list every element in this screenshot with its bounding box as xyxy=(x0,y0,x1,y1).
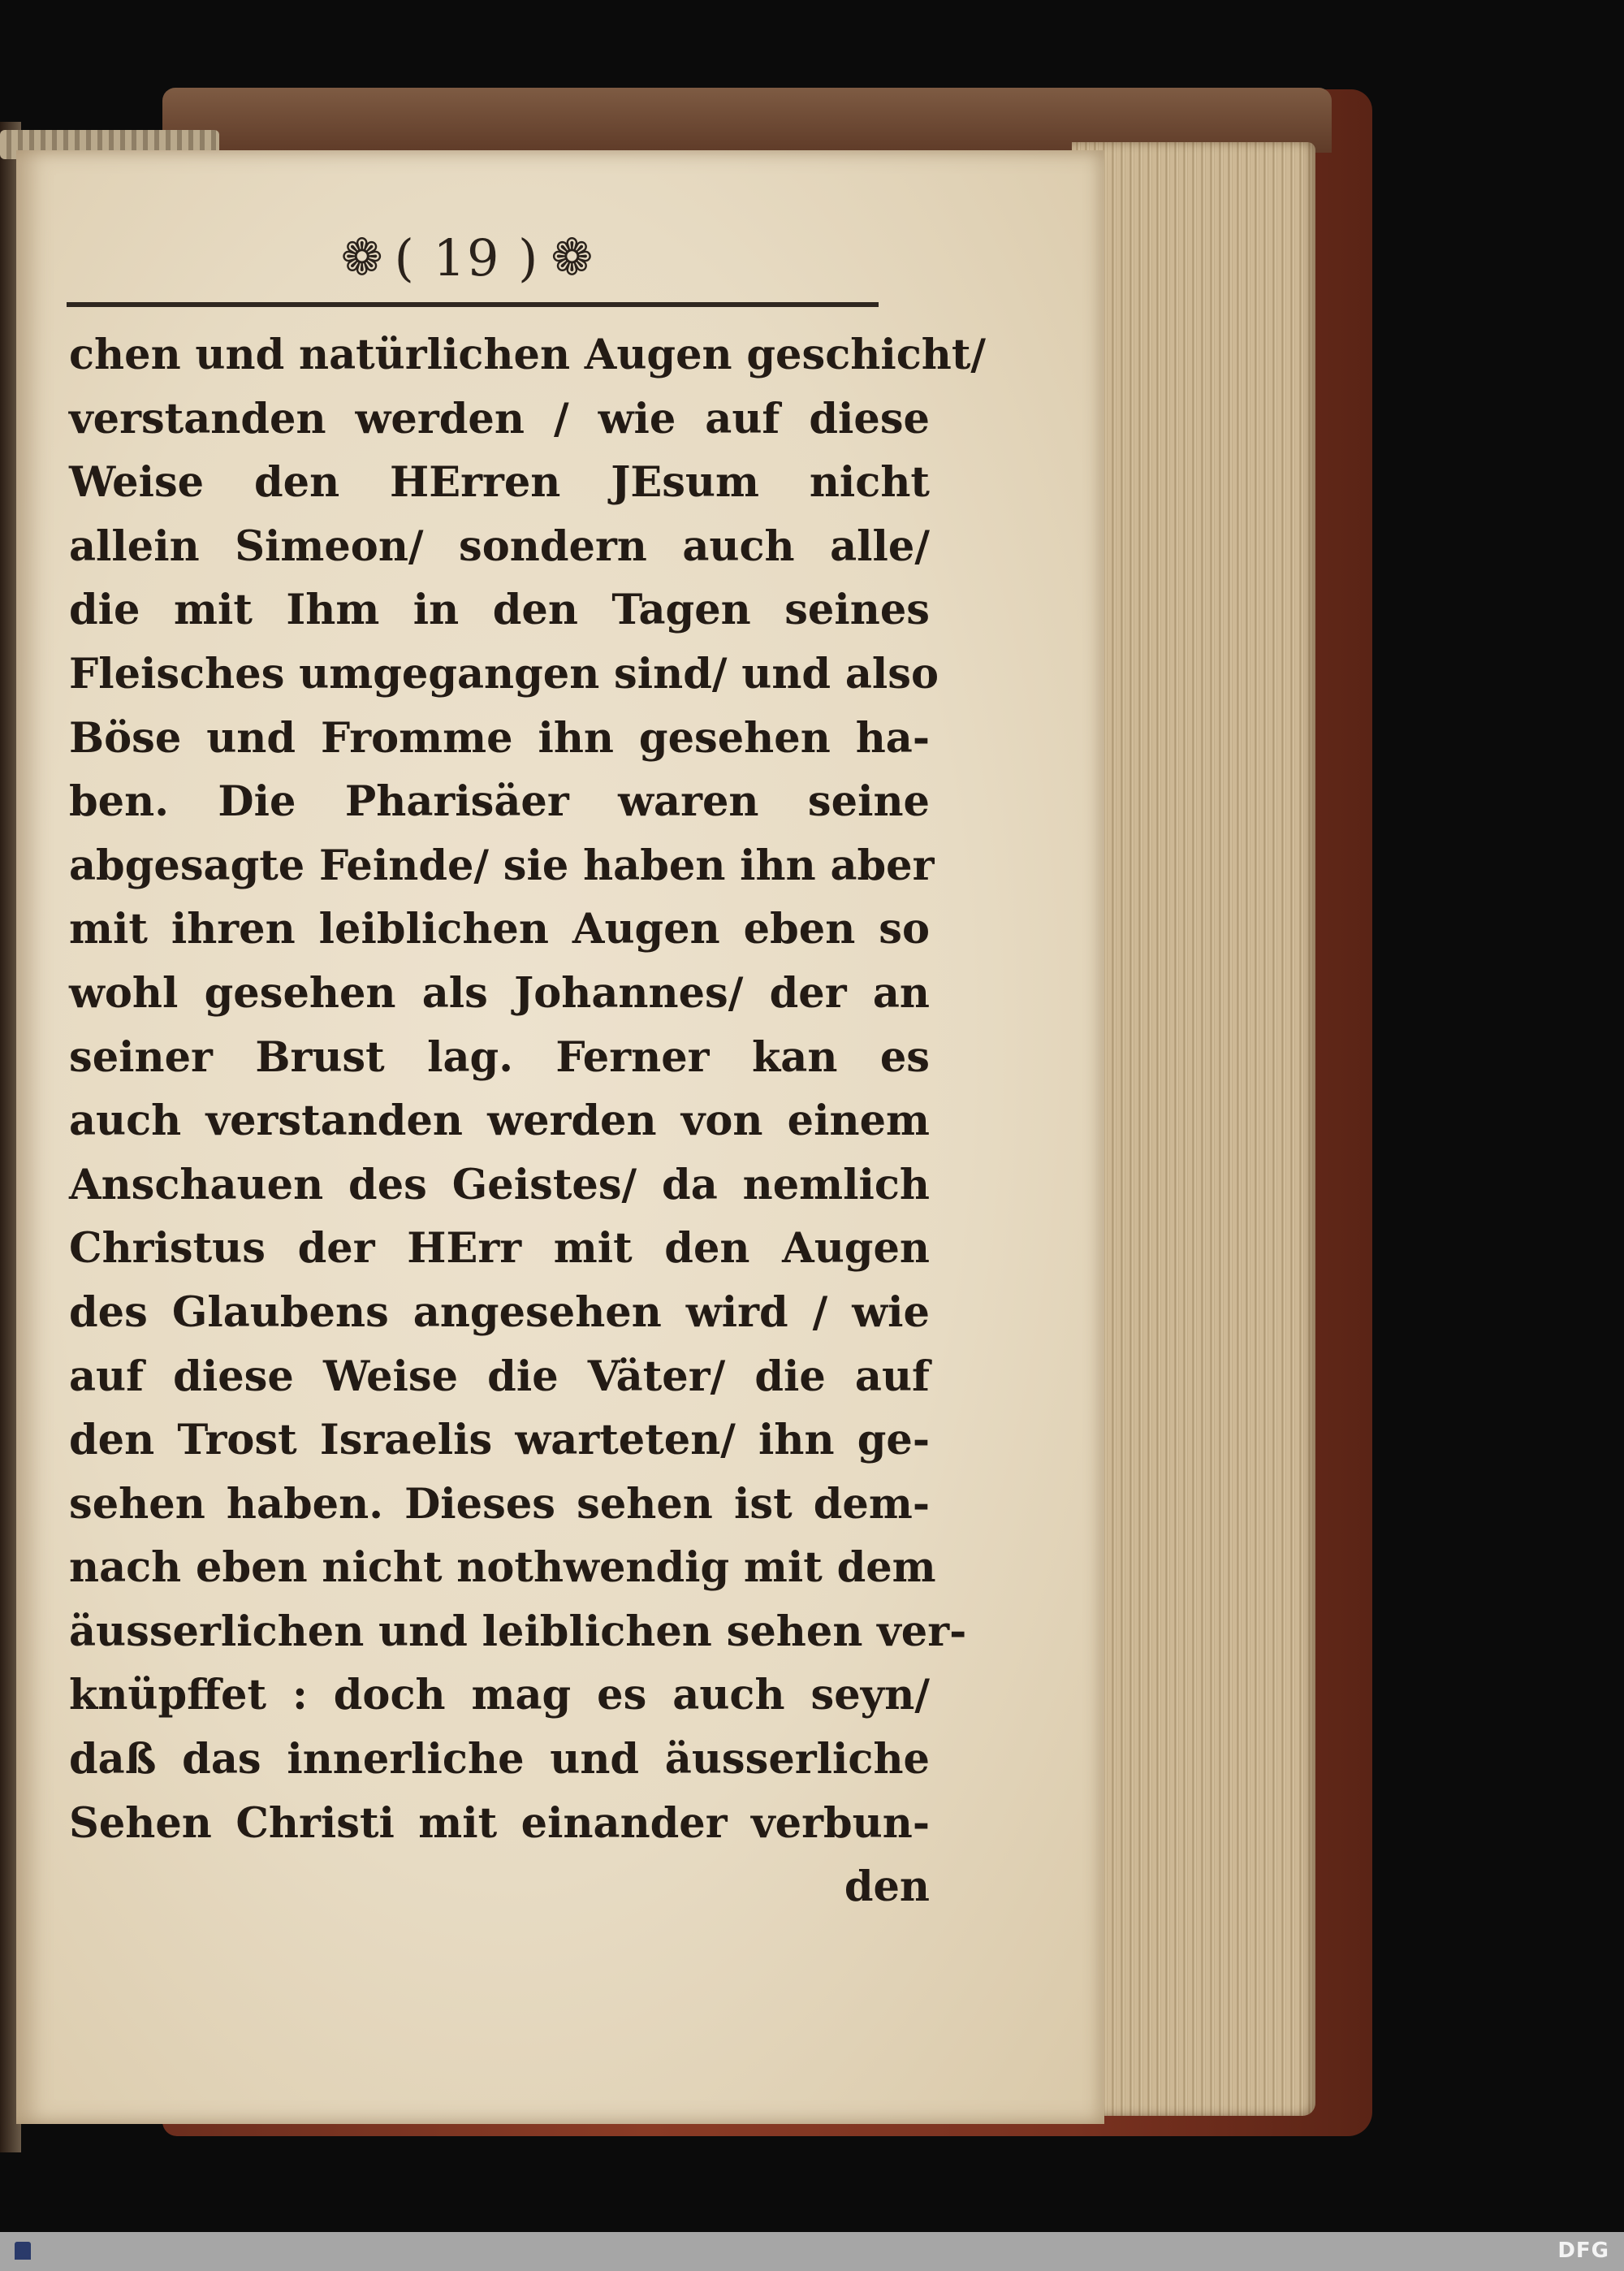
text-line: Weise den HErren JEsum nicht xyxy=(69,458,930,508)
text-line: abgesagte Feinde/ sie haben ihn aber xyxy=(69,841,935,890)
page-header xyxy=(321,229,613,286)
text-line: sehen haben. Dieses sehen ist dem- xyxy=(69,1479,930,1529)
text-line: mit ihren leiblichen Augen eben so xyxy=(69,905,930,954)
text-line: wohl gesehen als Johannes/ der an xyxy=(69,968,930,1018)
text-line: daß das innerliche und äusserliche xyxy=(69,1735,930,1784)
library-logo[interactable] xyxy=(6,2235,39,2268)
catchword: den xyxy=(844,1862,930,1912)
text-line: auch verstanden werden von einem xyxy=(69,1097,930,1146)
dfg-logo[interactable]: DFG xyxy=(1557,2239,1609,2263)
text-line: Sehen Christi mit einander verbun- xyxy=(69,1798,930,1848)
text-line: knüpffet : doch mag es auch seyn/ xyxy=(69,1671,930,1720)
text-line: nach eben nicht nothwendig mit dem xyxy=(69,1543,936,1593)
text-line: äusserlichen und leiblichen sehen ver- xyxy=(69,1607,967,1656)
text-line: Böse und Fromme ihn gesehen ha- xyxy=(69,713,930,763)
text-line: Fleisches umgegangen sind/ und also xyxy=(69,649,939,699)
body-text xyxy=(69,323,987,1919)
text-line: die mit Ihm in den Tagen seines xyxy=(69,586,930,635)
text-line: den Trost Israelis warteten/ ihn ge- xyxy=(69,1416,930,1465)
text-line: Christus der HErr mit den Augen xyxy=(69,1224,930,1274)
text-line: des Glaubens angesehen wird / wie xyxy=(69,1287,930,1337)
ornament-left-icon: ❁ xyxy=(340,227,383,287)
page-number: ( 19 ) xyxy=(394,227,540,288)
text-line: chen und natürlichen Augen geschicht/ xyxy=(69,331,987,379)
text-line: Anschauen des Geistes/ da nemlich xyxy=(69,1160,930,1209)
library-logo-icon xyxy=(15,2242,31,2260)
text-line: ben. Die Pharisäer waren seine xyxy=(69,777,930,827)
text-line: seiner Brust lag. Ferner kan es xyxy=(69,1032,930,1082)
header-rule xyxy=(67,302,879,307)
text-line: auf diese Weise die Väter/ die auf xyxy=(69,1352,930,1401)
text-line: verstanden werden / wie auf diese xyxy=(69,394,930,443)
page-block-edges xyxy=(1072,142,1315,2116)
ornament-right-icon: ❁ xyxy=(551,227,594,287)
viewer-footer-bar xyxy=(0,2232,1624,2271)
text-line: allein Simeon/ sondern auch alle/ xyxy=(69,521,930,571)
